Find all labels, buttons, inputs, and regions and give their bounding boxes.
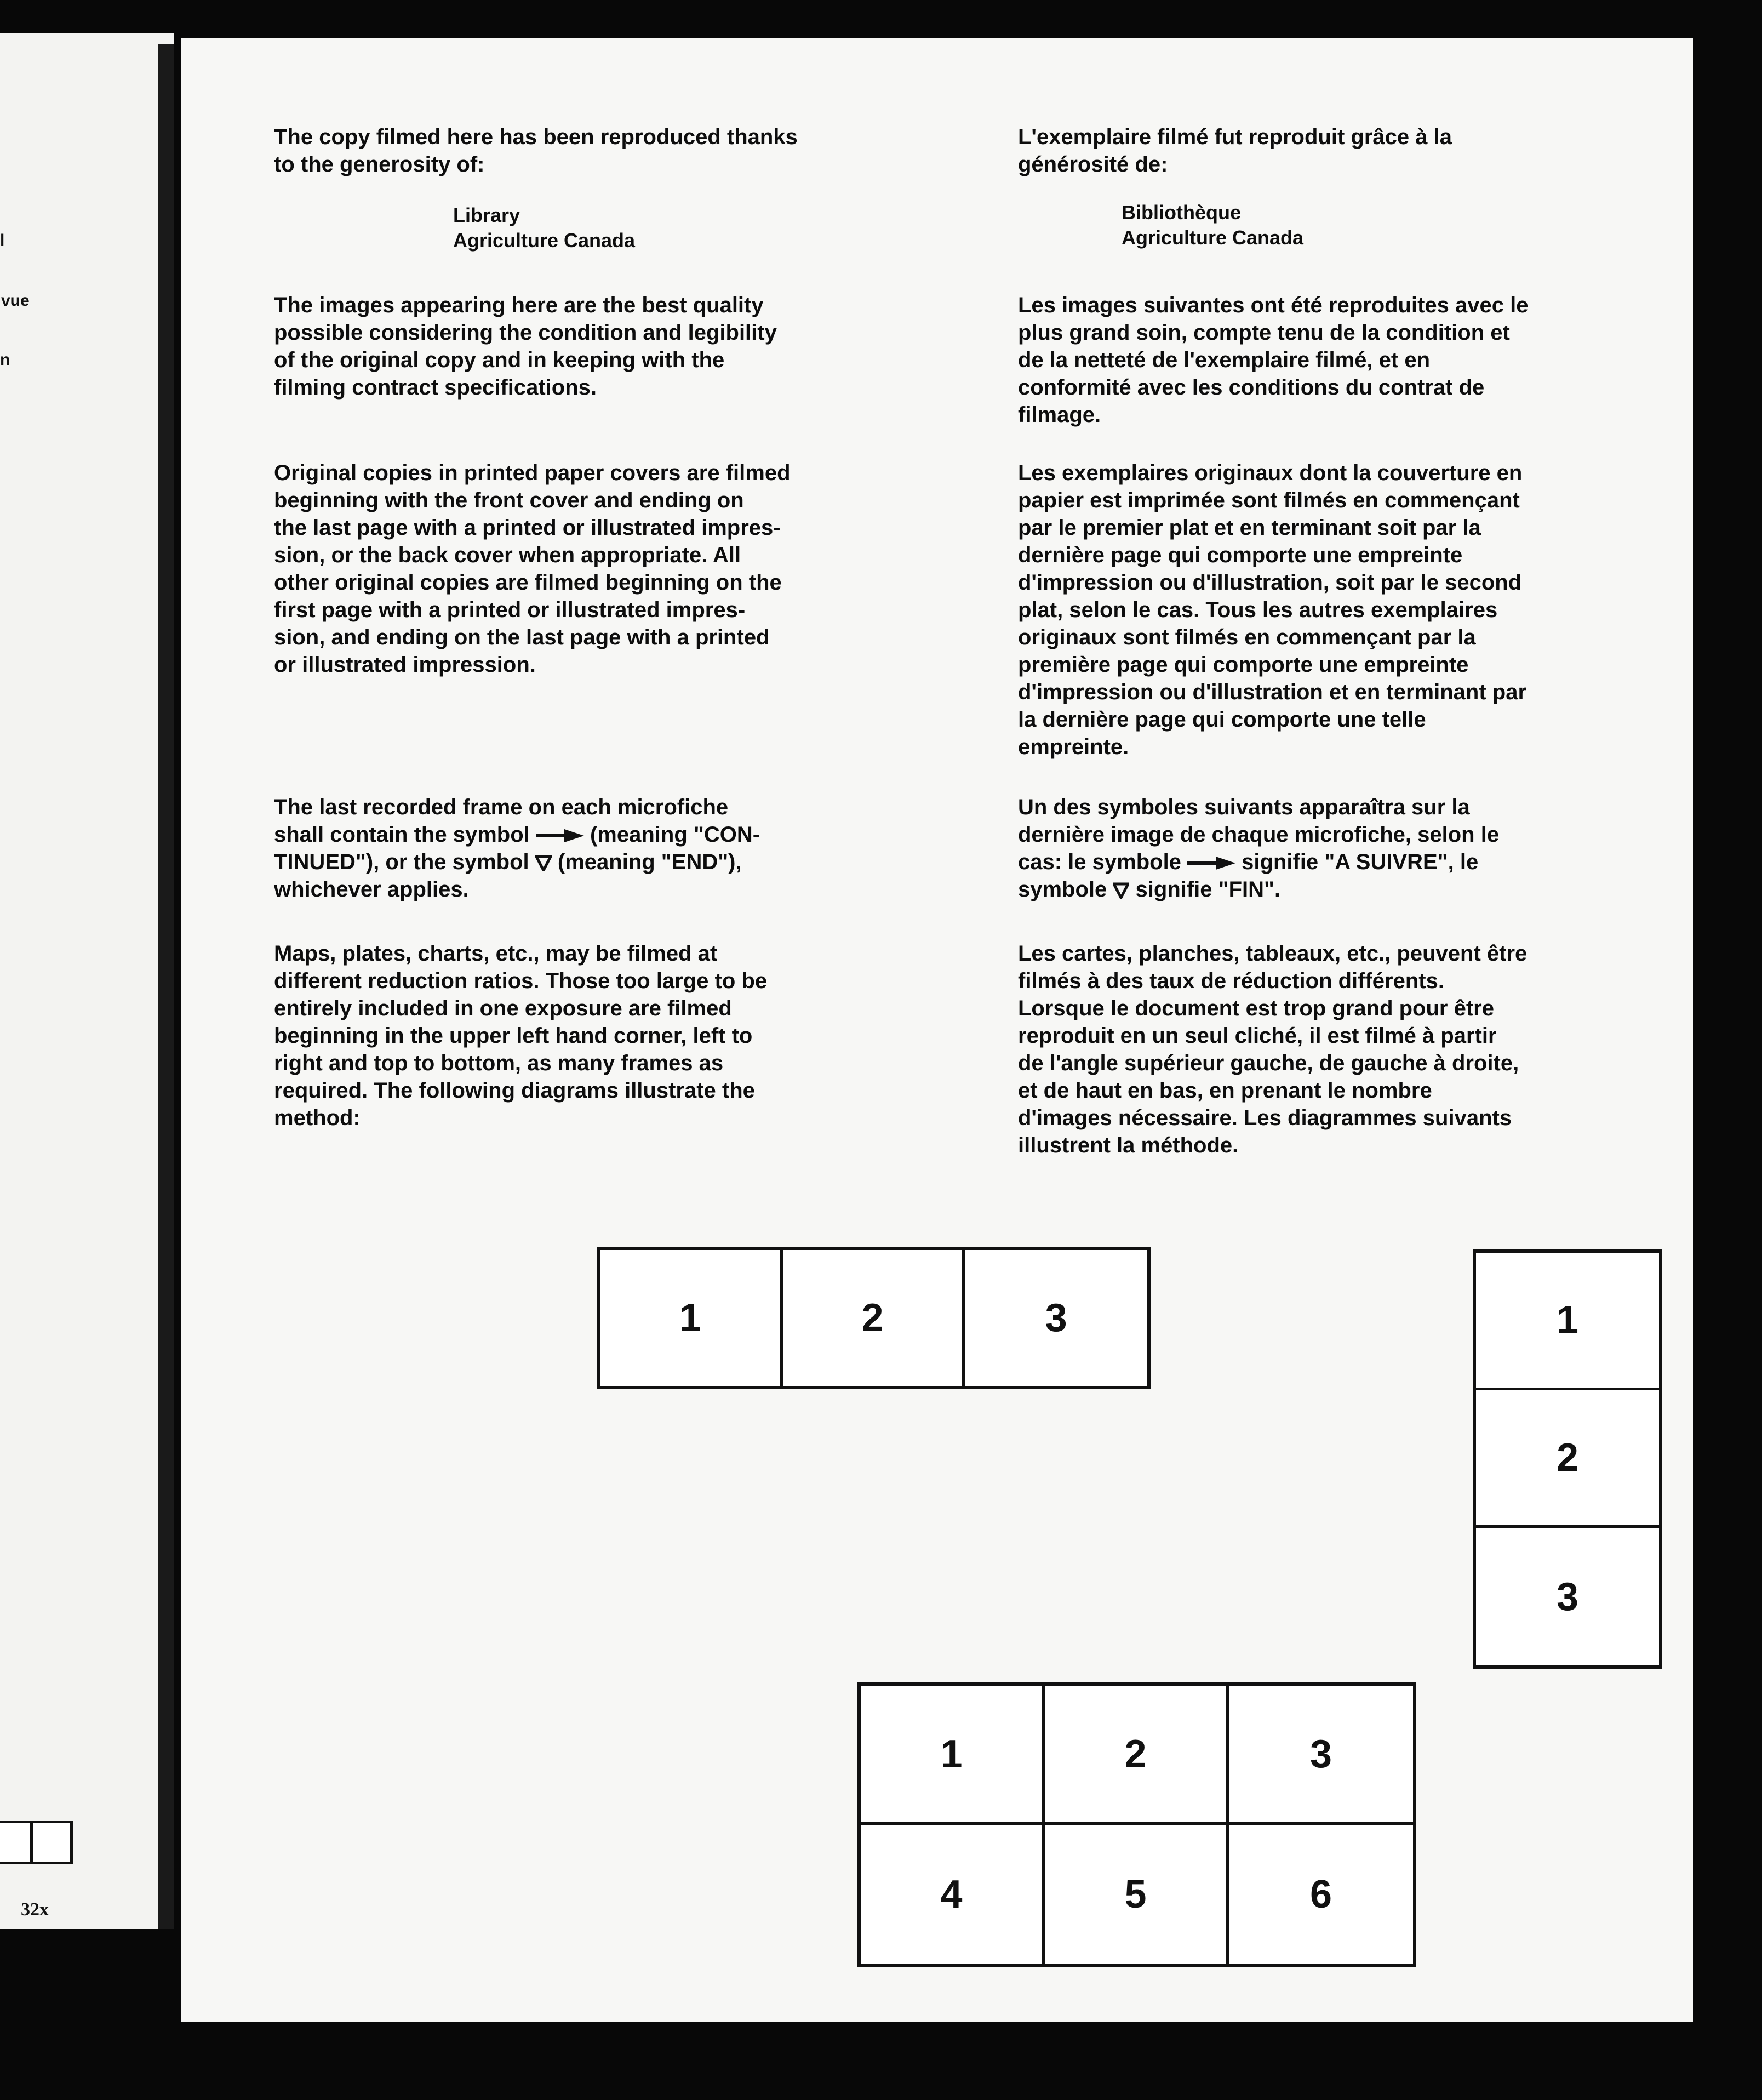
mini-frame-box bbox=[0, 1821, 33, 1864]
page-edge-shadow bbox=[158, 44, 174, 1929]
frame-cell: 6 bbox=[1309, 1873, 1332, 1916]
frame-cell: 4 bbox=[861, 1825, 1045, 1964]
frame-cell: 2 bbox=[1045, 1686, 1229, 1825]
frame-cell: 2 bbox=[783, 1250, 965, 1386]
mini-frame-box bbox=[30, 1821, 73, 1864]
en-maps-statement: Maps, plates, charts, etc., may be filmed at different reduction ratios. Those too large to be entirely included in one exposure are filmed beginning in the upper left hand corner, left to right and top to bottom, as many frames as required. The following diagrams illustrate the method: bbox=[274, 941, 768, 1130]
fr-symbols-statement: Un des symboles suivants apparaîtra sur la dernière image de chaque microfiche, selon le cas: le symbole signifie "A SUIVRE", le symbole signifie "FIN". bbox=[1018, 795, 1500, 901]
continued-arrow-icon bbox=[1187, 857, 1235, 870]
grid-frame-diagram bbox=[857, 1682, 1416, 1967]
fr-institution: Bibliothèque Agriculture Canada bbox=[1122, 201, 1304, 249]
fr-quality-statement: Les images suivantes ont été reproduites avec le plus grand soin, compte tenu de la condition et de la netteté de l'exemplaire filmé, et en conformité avec les conditions du contrat de filmage. bbox=[1018, 293, 1529, 427]
end-triangle-icon bbox=[1113, 882, 1129, 899]
en-originals-statement: Original copies in printed paper covers are filmed beginning with the front cover and ending on the last page with a printed or illustrated impres- sion, or the back cover when appropriate. All other original copies are filmed beginning on the first page with a printed or illustrated impres- sion, and ending on the last page with a printed or illustrated impression. bbox=[274, 461, 791, 677]
continued-arrow-icon bbox=[536, 829, 584, 842]
en-symbols-statement: The last recorded frame on each microfiche shall contain the symbol (meaning "CON- TINUED"), or the symbol (meaning "END"), whichever applies. bbox=[274, 795, 760, 901]
frame-cell: 5 bbox=[1045, 1825, 1229, 1964]
frame-cell: 2 bbox=[1476, 1390, 1659, 1528]
cut-text-fragment: n bbox=[0, 351, 10, 369]
frame-cell: 3 bbox=[1229, 1686, 1413, 1825]
horizontal-frame-diagram bbox=[597, 1247, 1151, 1389]
fr-originals-statement: Les exemplaires originaux dont la couverture en papier est imprimée sont filmés en commençant par le premier plat et en terminant soit par la dernière page qui comporte une empreinte d'impression ou d'illustration, soit par le second plat, selon le cas. Tous les autres exemplaires originaux sont filmés en commençant par la première page qui comporte une empreinte d'impression ou d'illustration et en terminant par la dernière page qui comporte une telle empreinte. bbox=[1018, 461, 1527, 759]
end-triangle-icon bbox=[535, 855, 552, 871]
en-quality-statement: The images appearing here are the best quality possible considering the condition and legibility of the original copy and in keeping with the filming contract specifications. bbox=[274, 293, 777, 400]
frame-cell: 1 bbox=[600, 1250, 783, 1386]
frame-cell: 3 bbox=[1045, 1296, 1067, 1340]
cut-text-fragment: l bbox=[0, 231, 5, 249]
frame-cell: 1 bbox=[861, 1686, 1045, 1825]
target-page bbox=[181, 38, 1693, 2022]
en-acknowledgement: The copy filmed here has been reproduced thanks to the generosity of: bbox=[274, 125, 798, 176]
cut-text-fragment: vue bbox=[1, 292, 30, 310]
en-institution: Library Agriculture Canada bbox=[453, 204, 636, 252]
frame-cell: 3 bbox=[1556, 1574, 1579, 1619]
fr-acknowledgement: L'exemplaire filmé fut reproduit grâce à la générosité de: bbox=[1018, 125, 1452, 176]
frame-cell: 1 bbox=[1476, 1253, 1659, 1390]
vertical-frame-diagram bbox=[1473, 1249, 1662, 1669]
adjacent-page-fragment bbox=[0, 33, 174, 1929]
fr-maps-statement: Les cartes, planches, tableaux, etc., peuvent être filmés à des taux de réduction différents. Lorsque le document est trop grand pour être reproduit en un seul cliché, il est filmé à partir de l'angle supérieur gauche, de gauche à droite, et de haut en bas, en prenant le nombre d'images nécessaire. Les diagrammes suivants illustrent la méthode. bbox=[1018, 941, 1528, 1157]
reduction-ratio-mark: 32x bbox=[21, 1899, 49, 1920]
